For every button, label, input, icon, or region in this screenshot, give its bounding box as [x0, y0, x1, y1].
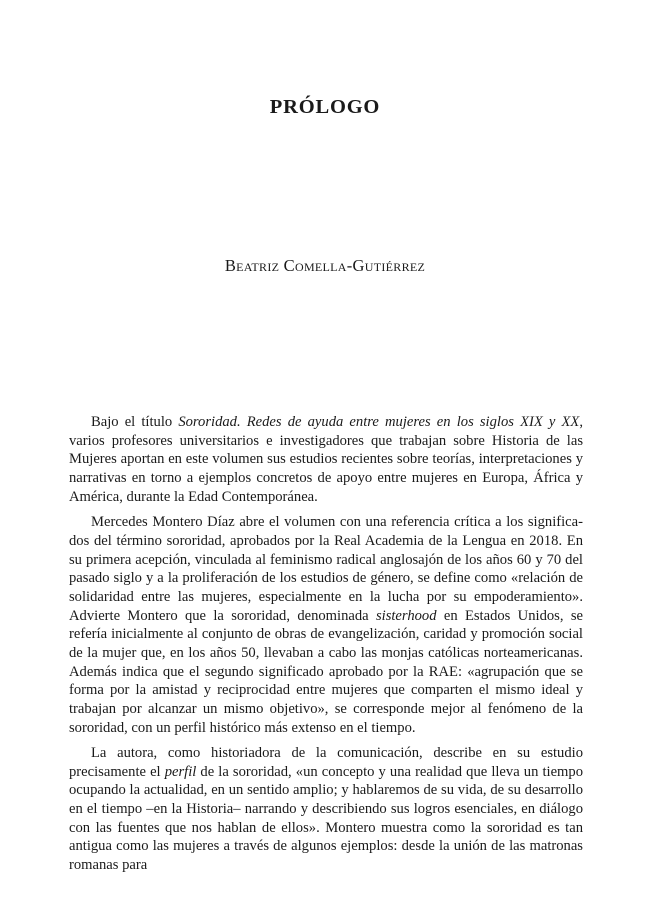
paragraph — [69, 513, 583, 737]
italic-term: sisterhood — [375, 607, 437, 624]
text-segment: Bajo el título — [91, 414, 179, 430]
body-text — [69, 413, 583, 882]
text-segment: Mercedes Montero Díaz abre el volumen con una referencia crítica a los significados del término sororidad, aprobados por la Real Academia de la Lengua en 2018. En su primera acepción, vinculada al feminismo radical anglosajón de los años 60 y 70 del pasado siglo y a la proliferación de los estudios de género, se define como «relación de solidaridad entre las mujeres, especialmente en la lucha por su empoderamiento». Advierte Montero que la sororidad, denominada — [69, 514, 583, 624]
text-segment: en Estados Unidos, se refería inicialmente al conjunto de obras de evangelización, caridad y promoción social de la mujer que, en los años 50, llevaban a cabo las monjas católicas norteamericanas. Además indica que el segundo significado aprobado por la RAE: «agrupación que se forma por la amistad y reciprocidad entre mujeres que comparten el mismo ideal y trabajan por alcanzar un mismo objetivo», se corresponde mejor al fenómeno de la sororidad, con un perfil histórico más extenso en el tiempo. — [69, 607, 583, 736]
page-title: PRÓLOGO — [269, 96, 381, 118]
paragraph — [69, 413, 583, 506]
italic-book-title: Sororidad. Redes de ayuda entre mujeres en los siglos XIX y XX — [178, 414, 580, 430]
text-segment: de la sororidad, «un concepto y una realidad que lleva un tiempo ocupando la actualidad, en un sentido amplio; y hablaremos de su vida, de su desarrollo en el tiempo –en la Historia– narrando y describiendo sus logros esenciales, en diálogo con las fuentes que nos hablan de ellos». Montero muestra como la sororidad es tan antigua como las mujeres a través de algunos ejemplos: desde la unión de las matronas romanas para — [69, 763, 583, 874]
text-segment: , varios profesores universitarios e investigadores que trabajan sobre Historia de las Mujeres aportan en este volumen sus estudios recientes sobre teorías, interpretaciones y narrativas en torno a ejemplos concretos de apoyo entre mujeres en Europa, África y América, durante la Edad Contemporánea. — [69, 414, 583, 505]
paragraph — [69, 744, 583, 875]
author-name: Beatriz Comella-Gutiérrez — [224, 256, 426, 275]
text-segment: La autora, como historiadora de la comunicación, describe en su estudio precisamente el — [69, 745, 583, 780]
italic-term: perfil — [164, 763, 197, 780]
